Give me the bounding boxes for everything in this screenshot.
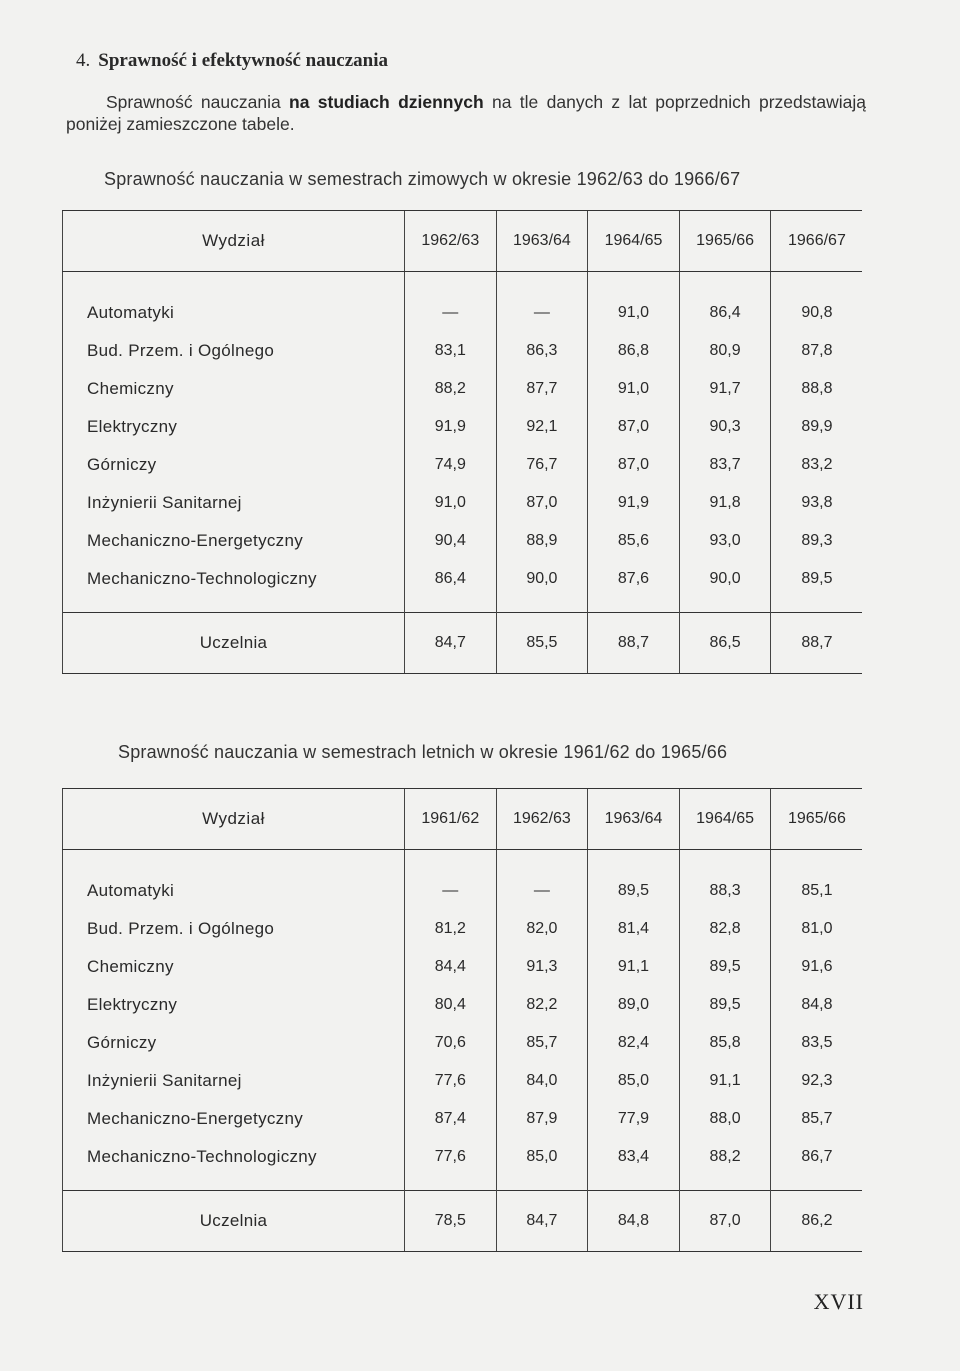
table-row xyxy=(63,872,863,910)
value-cell: 87,7 xyxy=(496,370,588,408)
dept-name: Elektryczny xyxy=(63,408,405,446)
dept-name: Mechaniczno-Energetyczny xyxy=(63,522,405,560)
total-cell: 84,7 xyxy=(496,1191,588,1252)
header-cell: 1963/64 xyxy=(588,789,680,850)
dept-name: Mechaniczno-Technologiczny xyxy=(63,560,405,613)
value-cell: 77,6 xyxy=(405,1138,497,1191)
winter-table-body xyxy=(63,272,863,674)
table-row xyxy=(63,332,863,370)
value-cell: 87,4 xyxy=(405,1100,497,1138)
value-cell: 85,6 xyxy=(588,522,680,560)
value-cell: 89,5 xyxy=(588,872,680,910)
total-cell: 85,5 xyxy=(496,613,588,674)
value-cell: 85,0 xyxy=(588,1062,680,1100)
value-cell: 82,4 xyxy=(588,1024,680,1062)
value-cell: 88,0 xyxy=(679,1100,771,1138)
table-row xyxy=(63,1024,863,1062)
table-row xyxy=(63,522,863,560)
value-cell: 91,9 xyxy=(588,484,680,522)
dept-name: Górniczy xyxy=(63,1024,405,1062)
dept-name: Automatyki xyxy=(63,872,405,910)
value-cell: 91,0 xyxy=(405,484,497,522)
value-cell: 91,8 xyxy=(679,484,771,522)
summer-table xyxy=(62,788,862,1252)
header-cell: 1963/64 xyxy=(496,211,588,272)
dept-name: Bud. Przem. i Ogólnego xyxy=(63,910,405,948)
value-cell: 86,4 xyxy=(405,560,497,613)
total-cell: 87,0 xyxy=(679,1191,771,1252)
table-row xyxy=(63,910,863,948)
total-cell: 88,7 xyxy=(771,613,863,674)
dept-name: Bud. Przem. i Ogólnego xyxy=(63,332,405,370)
section-heading xyxy=(76,50,388,72)
value-cell: 86,7 xyxy=(771,1138,863,1191)
header-cell: 1961/62 xyxy=(405,789,497,850)
value-cell: 86,4 xyxy=(679,294,771,332)
value-cell: 77,6 xyxy=(405,1062,497,1100)
value-cell: 87,6 xyxy=(588,560,680,613)
winter-table-caption: Sprawność nauczania w semestrach zimowych w okresie 1962/63 do 1966/67 xyxy=(104,169,741,189)
dept-name: Chemiczny xyxy=(63,370,405,408)
table-row xyxy=(63,560,863,613)
table-row xyxy=(63,408,863,446)
dept-name: Inżynierii Sanitarnej xyxy=(63,1062,405,1100)
value-cell: — xyxy=(405,872,497,910)
total-label: Uczelnia xyxy=(63,1191,405,1252)
value-cell: 85,7 xyxy=(771,1100,863,1138)
value-cell: 89,3 xyxy=(771,522,863,560)
value-cell: 82,0 xyxy=(496,910,588,948)
dept-name: Inżynierii Sanitarnej xyxy=(63,484,405,522)
total-cell: 86,2 xyxy=(771,1191,863,1252)
table-header-row xyxy=(63,211,863,272)
intro-text-1: Sprawność nauczania xyxy=(106,92,290,112)
value-cell: 87,0 xyxy=(588,446,680,484)
dept-name: Górniczy xyxy=(63,446,405,484)
table-row xyxy=(63,1100,863,1138)
table-row xyxy=(63,986,863,1024)
dept-name: Mechaniczno-Energetyczny xyxy=(63,1100,405,1138)
value-cell: 85,8 xyxy=(679,1024,771,1062)
table-row xyxy=(63,446,863,484)
table-row xyxy=(63,1138,863,1191)
total-cell: 84,7 xyxy=(405,613,497,674)
total-cell: 78,5 xyxy=(405,1191,497,1252)
value-cell: 88,8 xyxy=(771,370,863,408)
value-cell: 84,8 xyxy=(771,986,863,1024)
summer-table-body xyxy=(63,850,863,1252)
value-cell: 89,5 xyxy=(771,560,863,613)
value-cell: 89,0 xyxy=(588,986,680,1024)
value-cell: 91,0 xyxy=(588,294,680,332)
value-cell: 91,9 xyxy=(405,408,497,446)
intro-paragraph xyxy=(66,91,866,135)
intro-text-2: na tle danych z lat poprzednich przedstawiają poniżej zamieszczone tabele. xyxy=(66,92,866,134)
value-cell: 86,3 xyxy=(496,332,588,370)
total-row xyxy=(63,1191,863,1252)
dept-name: Chemiczny xyxy=(63,948,405,986)
value-cell: 89,5 xyxy=(679,986,771,1024)
value-cell: 89,5 xyxy=(679,948,771,986)
table-row xyxy=(63,1062,863,1100)
page-number: XVII xyxy=(813,1289,864,1314)
winter-table xyxy=(62,210,862,674)
value-cell: 90,3 xyxy=(679,408,771,446)
value-cell: — xyxy=(405,294,497,332)
value-cell: 80,9 xyxy=(679,332,771,370)
value-cell: 83,2 xyxy=(771,446,863,484)
table-row xyxy=(63,370,863,408)
value-cell: 80,4 xyxy=(405,986,497,1024)
value-cell: 85,7 xyxy=(496,1024,588,1062)
table-header-row xyxy=(63,789,863,850)
value-cell: 91,7 xyxy=(679,370,771,408)
value-cell: 88,2 xyxy=(405,370,497,408)
total-cell: 88,7 xyxy=(588,613,680,674)
value-cell: 87,0 xyxy=(496,484,588,522)
value-cell: 92,1 xyxy=(496,408,588,446)
header-cell: Wydział xyxy=(63,789,405,850)
value-cell: 88,3 xyxy=(679,872,771,910)
value-cell: 90,8 xyxy=(771,294,863,332)
summer-table-caption: Sprawność nauczania w semestrach letnich w okresie 1961/62 do 1965/66 xyxy=(118,742,728,762)
value-cell: 87,9 xyxy=(496,1100,588,1138)
value-cell: 88,9 xyxy=(496,522,588,560)
total-row xyxy=(63,613,863,674)
value-cell: 70,6 xyxy=(405,1024,497,1062)
section-number: 4. xyxy=(76,50,91,71)
value-cell: 92,3 xyxy=(771,1062,863,1100)
value-cell: 87,0 xyxy=(588,408,680,446)
header-cell: 1966/67 xyxy=(771,211,863,272)
value-cell: 91,3 xyxy=(496,948,588,986)
value-cell: 83,4 xyxy=(588,1138,680,1191)
value-cell: 90,4 xyxy=(405,522,497,560)
value-cell: — xyxy=(496,872,588,910)
value-cell: 84,0 xyxy=(496,1062,588,1100)
dept-name: Elektryczny xyxy=(63,986,405,1024)
value-cell: 76,7 xyxy=(496,446,588,484)
value-cell: 82,8 xyxy=(679,910,771,948)
value-cell: 90,0 xyxy=(496,560,588,613)
dept-name: Automatyki xyxy=(63,294,405,332)
value-cell: 77,9 xyxy=(588,1100,680,1138)
table-row xyxy=(63,948,863,986)
header-cell: 1965/66 xyxy=(771,789,863,850)
section-title: Sprawność i efektywność nauczania xyxy=(98,50,389,71)
value-cell: 93,0 xyxy=(679,522,771,560)
value-cell: 90,0 xyxy=(679,560,771,613)
header-cell: 1964/65 xyxy=(679,789,771,850)
dept-name: Mechaniczno-Technologiczny xyxy=(63,1138,405,1191)
value-cell: 91,0 xyxy=(588,370,680,408)
value-cell: 83,7 xyxy=(679,446,771,484)
value-cell: 85,1 xyxy=(771,872,863,910)
value-cell: 82,2 xyxy=(496,986,588,1024)
value-cell: 84,4 xyxy=(405,948,497,986)
value-cell: 87,8 xyxy=(771,332,863,370)
value-cell: 91,6 xyxy=(771,948,863,986)
total-cell: 84,8 xyxy=(588,1191,680,1252)
total-label: Uczelnia xyxy=(63,613,405,674)
value-cell: 86,8 xyxy=(588,332,680,370)
table-row xyxy=(63,484,863,522)
header-cell: 1962/63 xyxy=(405,211,497,272)
value-cell: 89,9 xyxy=(771,408,863,446)
value-cell: 88,2 xyxy=(679,1138,771,1191)
header-cell: 1962/63 xyxy=(496,789,588,850)
value-cell: 81,0 xyxy=(771,910,863,948)
value-cell: 83,5 xyxy=(771,1024,863,1062)
value-cell: 85,0 xyxy=(496,1138,588,1191)
header-cell: 1965/66 xyxy=(679,211,771,272)
value-cell: 74,9 xyxy=(405,446,497,484)
value-cell: — xyxy=(496,294,588,332)
table-row xyxy=(63,294,863,332)
value-cell: 81,4 xyxy=(588,910,680,948)
value-cell: 81,2 xyxy=(405,910,497,948)
header-cell: Wydział xyxy=(63,211,405,272)
value-cell: 93,8 xyxy=(771,484,863,522)
value-cell: 91,1 xyxy=(588,948,680,986)
intro-bold: na studiach dziennych xyxy=(289,92,484,112)
header-cell: 1964/65 xyxy=(588,211,680,272)
value-cell: 91,1 xyxy=(679,1062,771,1100)
value-cell: 83,1 xyxy=(405,332,497,370)
total-cell: 86,5 xyxy=(679,613,771,674)
